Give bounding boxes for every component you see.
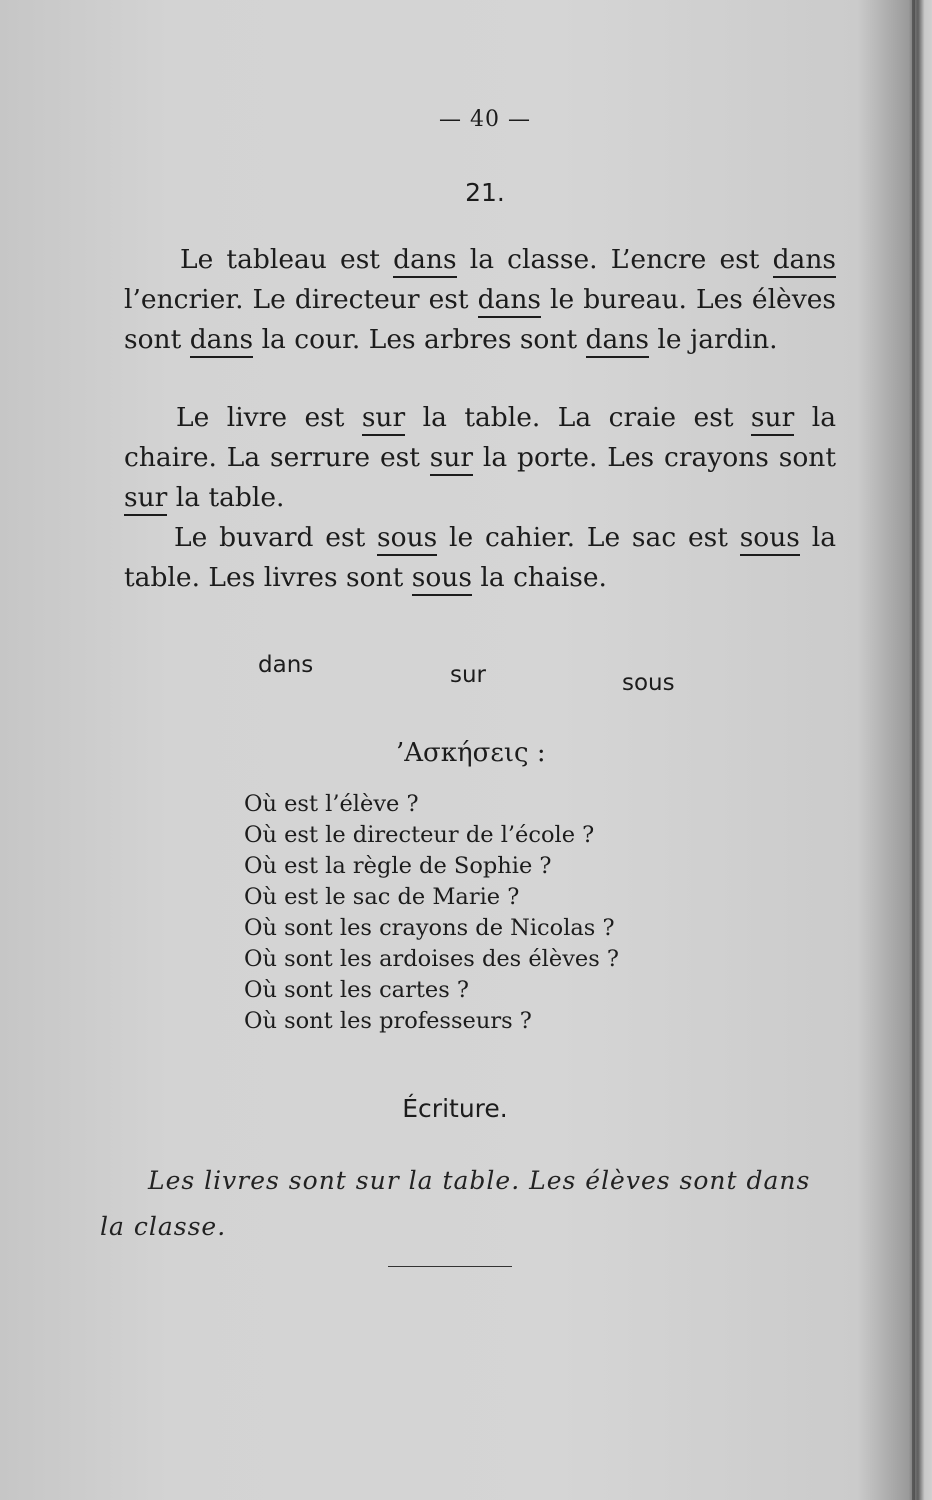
text-segment: la cour. Les arbres sont — [253, 324, 586, 355]
text-segment: la table. La craie est — [405, 402, 751, 433]
preposition-sur: sur — [450, 662, 487, 688]
writing-exercise-text: Les livres sont sur la table. Les élèves sont dans la classe. — [100, 1166, 811, 1241]
page-number: — 40 — — [439, 107, 531, 132]
text-segment: la classe. L’encre est — [456, 244, 773, 275]
underlined-preposition: sur — [751, 402, 794, 436]
question-item: Où est le directeur de l’école ? — [244, 822, 595, 848]
question-item: Où sont les ardoises des élèves ? — [244, 946, 619, 972]
exercises-title: ’Ασκήσεις : — [396, 738, 546, 768]
underlined-preposition: sur — [362, 402, 405, 436]
lesson-number: 21. — [465, 178, 505, 207]
paragraph-dans — [124, 240, 836, 360]
underlined-preposition: sous — [740, 522, 800, 556]
text-segment: le bureau. Les élèves sont — [124, 284, 836, 355]
paragraph-sous — [124, 518, 836, 598]
question-item: Où sont les cartes ? — [244, 977, 469, 1003]
text-segment: Le buvard est — [174, 522, 378, 553]
question-item: Où est la règle de Sophie ? — [244, 853, 552, 879]
underlined-preposition: sous — [412, 562, 472, 596]
underlined-preposition: sur — [124, 482, 167, 516]
page-edge — [912, 0, 915, 1500]
text-segment: le jardin. — [648, 324, 778, 355]
underlined-preposition: dans — [190, 324, 253, 358]
underlined-preposition: sous — [377, 522, 437, 556]
preposition-dans: dans — [258, 652, 314, 678]
text-segment: la porte. Les crayons sont — [473, 442, 836, 473]
question-item: Où sont les professeurs ? — [244, 1008, 532, 1034]
underlined-preposition: dans — [586, 324, 649, 358]
underlined-preposition: dans — [773, 244, 836, 278]
writing-title: Écriture. — [402, 1094, 508, 1123]
underlined-preposition: dans — [478, 284, 541, 318]
text-segment: la table. — [167, 482, 285, 513]
question-item: Où sont les crayons de Nicolas ? — [244, 915, 615, 941]
preposition-sous: sous — [622, 670, 675, 696]
end-rule — [388, 1266, 512, 1267]
question-item: Où est l’élève ? — [244, 791, 419, 817]
question-list — [244, 789, 619, 1037]
text-segment: le cahier. Le sac est — [437, 522, 740, 553]
underlined-preposition: dans — [393, 244, 456, 278]
text-segment: l’encrier. Le directeur est — [124, 284, 478, 315]
text-segment: la chaire. La serrure est — [124, 402, 836, 473]
text-segment: Le tableau est — [180, 244, 394, 275]
text-segment: Le livre est — [176, 402, 362, 433]
question-item: Où est le sac de Marie ? — [244, 884, 520, 910]
paragraph-sur — [124, 398, 836, 518]
text-segment: la table. Les livres sont — [124, 522, 836, 593]
text-segment: la chaise. — [471, 562, 607, 593]
underlined-preposition: sur — [430, 442, 473, 476]
